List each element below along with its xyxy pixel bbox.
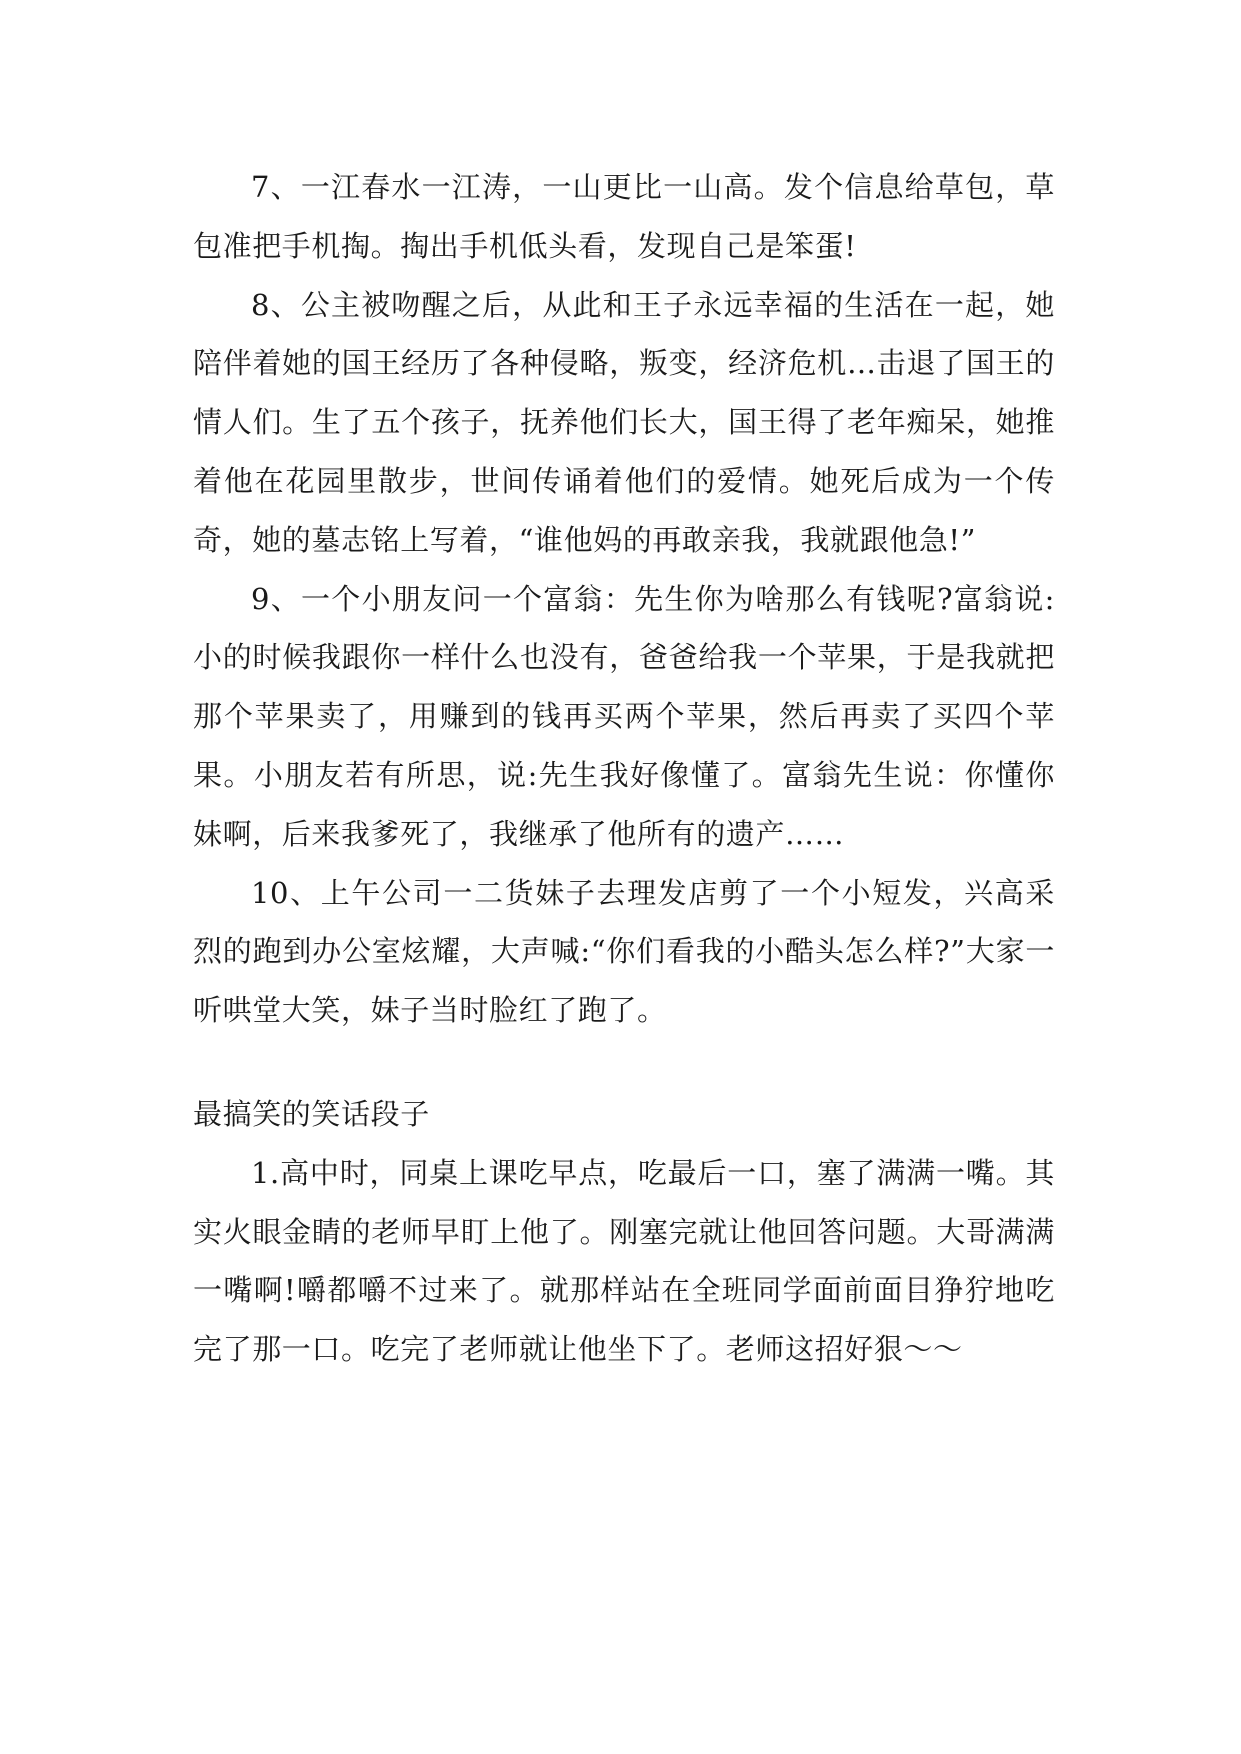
section-heading: 最搞笑的笑话段子	[193, 1096, 430, 1131]
joke-paragraph-9: 9、一个小朋友问一个富翁：先生你为啥那么有钱呢?富翁说:小的时候我跟你一样什么也没有，爸爸给我一个苹果，于是我就把那个苹果卖了，用赚到的钱再买两个苹果，然后再卖了买四个苹果。小朋友若有所思，说:先生我好像懂了。富翁先生说：你懂你妹啊，后来我爹死了，我继承了他所有的遗产……	[193, 581, 1055, 851]
joke-paragraph-7: 7、一江春水一江涛，一山更比一山高。发个信息给草包，草包准把手机掏。掏出手机低头看，发现自己是笨蛋!	[193, 170, 1055, 263]
joke-paragraph-8: 8、公主被吻醒之后，从此和王子永远幸福的生活在一起，她陪伴着她的国王经历了各种侵略，叛变，经济危机…击退了国王的情人们。生了五个孩子，抚养他们长大，国王得了老年痴呆，她推着他在花园里散步，世间传诵着他们的爱情。她死后成为一个传奇，她的墓志铭上写着，“谁他妈的再敢亲我，我就跟他急!”	[193, 287, 1055, 557]
section-spacer	[193, 1040, 1055, 1085]
document-page	[193, 158, 1055, 1379]
joke-paragraph-10: 10、上午公司一二货妹子去理发店剪了一个小短发，兴高采烈的跑到办公室炫耀，大声喊:“你们看我的小酷头怎么样?”大家一听哄堂大笑，妹子当时脸红了跑了。	[193, 875, 1055, 1028]
joke-paragraph-1: 1.高中时，同桌上课吃早点，吃最后一口，塞了满满一嘴。其实火眼金睛的老师早盯上他了。刚塞完就让他回答问题。大哥满满一嘴啊!嚼都嚼不过来了。就那样站在全班同学面前面目狰狞地吃完了那一口。吃完了老师就让他坐下了。老师这招好狠～～	[193, 1155, 1055, 1367]
